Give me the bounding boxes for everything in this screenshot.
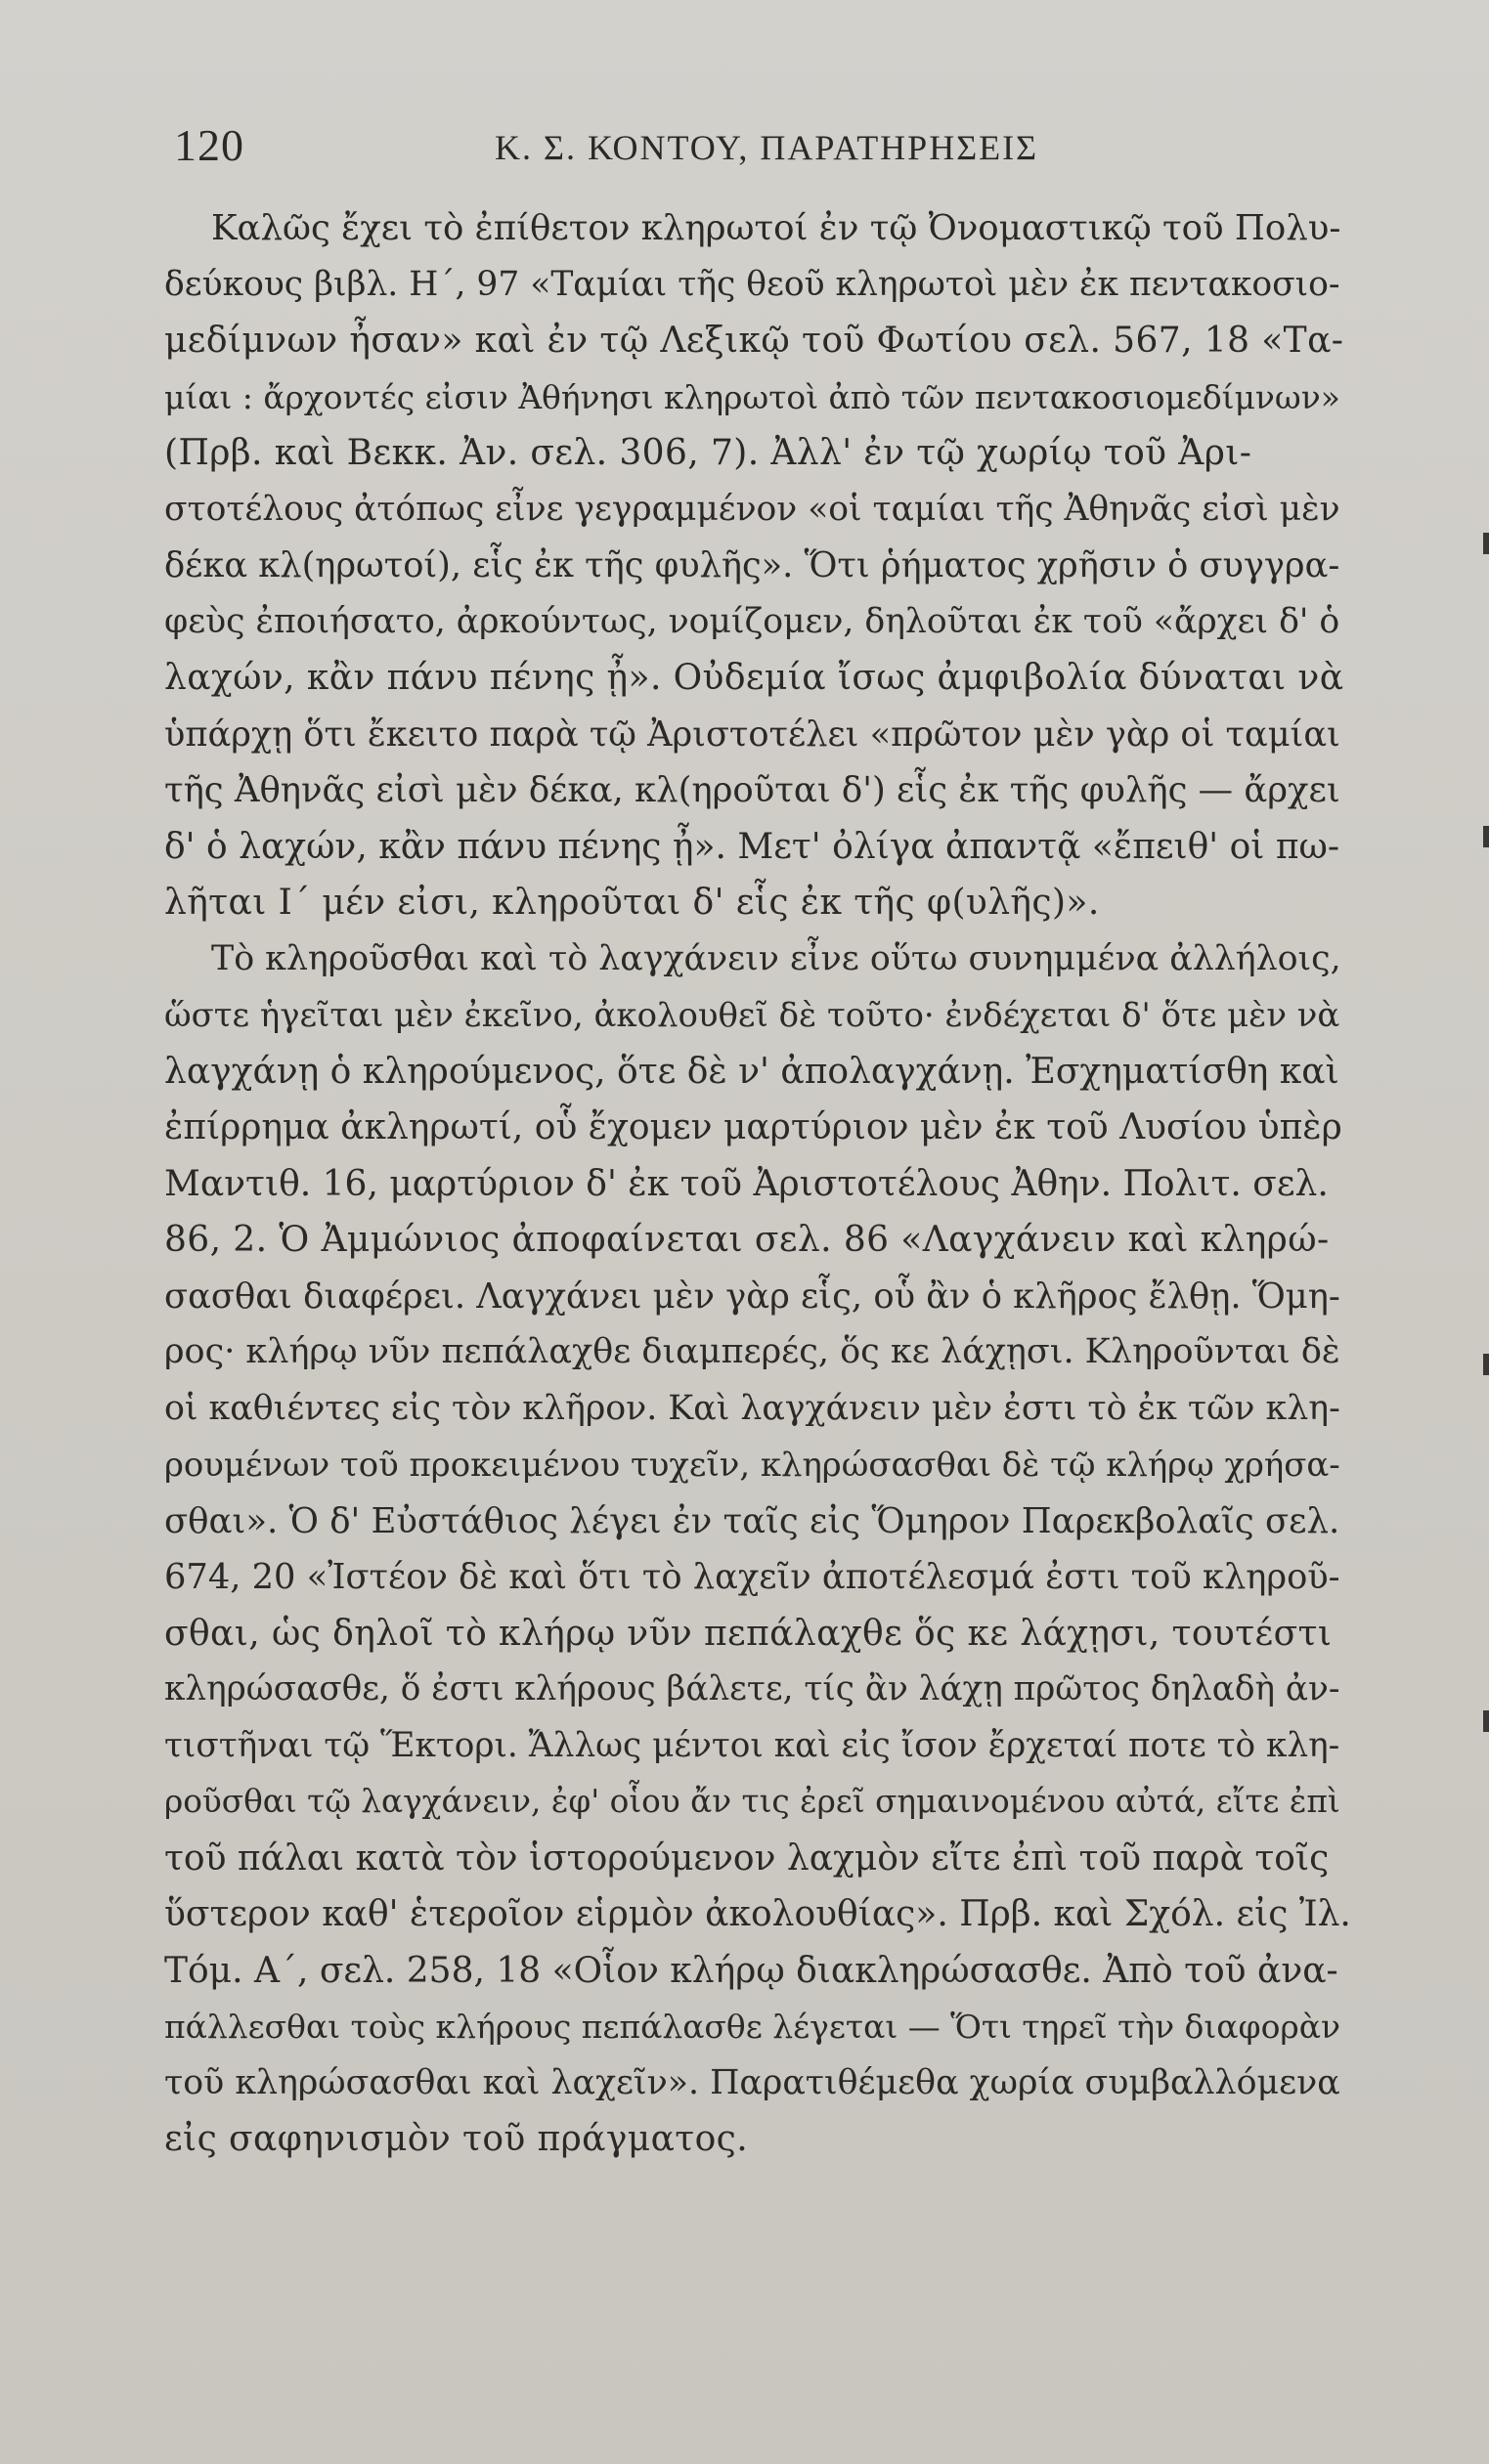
text-line: δέκα κλ(ηρωτοί), εἷς ἐκ τῆς φυλῆς». Ὅτι ῥήματος χρῆσιν ὁ συγγρα-	[164, 545, 1340, 585]
text-line: (Πρβ. καὶ Βεκκ. Ἀν. σελ. 306, 7). Ἀλλ' ἐν τῷ χωρίῳ τοῦ Ἀρι-	[164, 433, 1252, 473]
text-line: φεὺς ἐποιήσατο, ἀρκούντως, νομίζομεν, δηλοῦται ἐκ τοῦ «ἄρχει δ' ὁ	[164, 601, 1340, 641]
text-line: πάλλεσθαι τοὺς κλήρους πεπάλασθε λέγεται — Ὅτι τηρεῖ τὴν διαφορὰν	[164, 2008, 1340, 2046]
margin-mark	[1483, 1710, 1489, 1732]
text-line: τῆς Ἀθηνᾶς εἰσὶ μὲν δέκα, κλ(ηροῦται δ') εἷς ἐκ τῆς φυλῆς — ἄρχει	[164, 770, 1340, 810]
text-line: τοῦ κληρώσασθαι καὶ λαχεῖν». Παρατιθέμεθα χωρία συμβαλλόμενα	[164, 2062, 1340, 2102]
text-line: ροῦσθαι τῷ λαγχάνειν, ἐφ' οἷου ἄν τις ἐρεῖ σημαινομένου αὐτά, εἴτε ἐπὶ	[164, 1783, 1340, 1820]
text-line: λαχών, κἂν πάνυ πένης ᾖ». Οὐδεμία ἴσως ἀμφιβολία δύναται νὰ	[164, 658, 1344, 698]
margin-mark	[1483, 533, 1489, 554]
text-line: Μαντιθ. 16, μαρτύριον δ' ἐκ τοῦ Ἀριστοτέλους Ἀθην. Πολιτ. σελ.	[164, 1163, 1329, 1204]
text-line: σθαι». Ὁ δ' Εὐστάθιος λέγει ἐν ταῖς εἰς Ὅμηρον Παρεκβολαῖς σελ.	[164, 1500, 1340, 1541]
text-line: στοτέλους ἀτόπως εἶνε γεγραμμένον «οἱ ταμίαι τῆς Ἀθηνᾶς εἰσὶ μὲν	[164, 489, 1340, 529]
text-line: λῆται Ι΄ μέν εἰσι, κληροῦται δ' εἷς ἐκ τῆς φ(υλῆς)».	[164, 883, 1100, 923]
margin-mark	[1483, 1354, 1489, 1375]
text-line: σασθαι διαφέρει. Λαγχάνει μὲν γὰρ εἷς, οὗ ἂν ὁ κλῆρος ἔλθῃ. Ὅμη-	[164, 1275, 1340, 1317]
text-line: ὑπάρχῃ ὅτι ἔκειτο παρὰ τῷ Ἀριστοτέλει «πρῶτον μὲν γὰρ οἱ ταμίαι	[164, 713, 1340, 755]
text-line: τοῦ πάλαι κατὰ τὸν ἱστορούμενον λαχμὸν εἴτε ἐπὶ τοῦ παρὰ τοῖς	[164, 1837, 1330, 1879]
text-line: οἱ καθιέντες εἰς τὸν κλῆρον. Καὶ λαγχάνειν μὲν ἐστι τὸ ἐκ τῶν κλη-	[164, 1388, 1340, 1428]
text-line: Καλῶς ἔχει τὸ ἐπίθετον κληρωτοί ἐν τῷ Ὀνομαστικῷ τοῦ Πολυ-	[211, 208, 1341, 248]
text-line: 674, 20 «Ἰστέον δὲ καὶ ὅτι τὸ λαχεῖν ἀποτέλεσμά ἐστι τοῦ κληροῦ-	[164, 1557, 1340, 1597]
text-line: 86, 2. Ὁ Ἀμμώνιος ἀποφαίνεται σελ. 86 «Λαγχάνειν καὶ κληρώ-	[164, 1220, 1330, 1260]
text-line: Τὸ κληροῦσθαι καὶ τὸ λαγχάνειν εἶνε οὕτω συνημμένα ἀλλήλοις,	[211, 938, 1341, 978]
text-line: μίαι : ἄρχοντές εἰσιν Ἀθήνησι κληρωτοὶ ἀπὸ τῶν πεντακοσιομεδίμνων»	[164, 377, 1340, 416]
text-line: ρουμένων τοῦ προκειμένου τυχεῖν, κληρώσασθαι δὲ τῷ κλήρῳ χρήσα-	[164, 1446, 1340, 1484]
text-line: ὥστε ἡγεῖται μὲν ἐκεῖνο, ἀκολουθεῖ δὲ τοῦτο· ἐνδέχεται δ' ὅτε μὲν νὰ	[164, 996, 1340, 1034]
page-number: 120	[174, 120, 244, 170]
text-line: σθαι, ὡς δηλοῖ τὸ κλήρῳ νῦν πεπάλαχθε ὅς κε λάχῃσι, τουτέστι	[164, 1613, 1333, 1654]
text-line: κληρώσασθε, ὅ ἐστι κλήρους βάλετε, τίς ἂν λάχῃ πρῶτος δηλαδὴ ἀν-	[164, 1669, 1340, 1708]
text-line: λαγχάνῃ ὁ κληρούμενος, ὅτε δὲ ν' ἀπολαγχάνῃ. Ἐσχηματίσθη καὶ	[164, 1051, 1339, 1092]
body-text	[164, 200, 1352, 2168]
text-line: δεύκους βιβλ. Η΄, 97 «Ταμίαι τῆς θεοῦ κληρωτοὶ μὲν ἐκ πεντακοσιο-	[164, 264, 1340, 304]
margin-mark	[1483, 826, 1489, 847]
text-line: μεδίμνων ἦσαν» καὶ ἐν τῷ Λεξικῷ τοῦ Φωτίου σελ. 567, 18 «Τα-	[164, 321, 1344, 361]
text-line: ὕστερον καθ' ἑτεροῖον εἱρμὸν ἀκολουθίας». Πρβ. καὶ Σχόλ. εἰς Ἰλ.	[164, 1894, 1351, 1934]
text-line: δ' ὁ λαχών, κἂν πάνυ πένης ᾖ». Μετ' ὀλίγα ἀπαντᾷ «ἔπειθ' οἱ πω-	[164, 826, 1340, 867]
text-line: τιστῆναι τῷ Ἕκτορι. Ἄλλως μέντοι καὶ εἰς ἴσον ἔρχεταί ποτε τὸ κλη-	[164, 1725, 1340, 1765]
running-title: Κ. Σ. ΚΟΝΤΟΥ, ΠΑΡΑΤΗΡΗΣΕΙΣ	[495, 128, 1039, 167]
text-line: Τόμ. Α΄, σελ. 258, 18 «Οἷον κλήρῳ διακληρώσασθε. Ἀπὸ τοῦ ἀνα-	[164, 1950, 1338, 1991]
text-line: εἰς σαφηνισμὸν τοῦ πράγματος.	[164, 2119, 749, 2159]
text-line: ἐπίρρημα ἀκληρωτί, οὗ ἔχομεν μαρτύριον μὲν ἐκ τοῦ Λυσίου ὑπὲρ	[164, 1107, 1342, 1147]
text-line: ρος· κλήρῳ νῦν πεπάλαχθε διαμπερές, ὅς κε λάχῃσι. Κληροῦνται δὲ	[164, 1332, 1340, 1371]
page-header	[174, 119, 1298, 178]
